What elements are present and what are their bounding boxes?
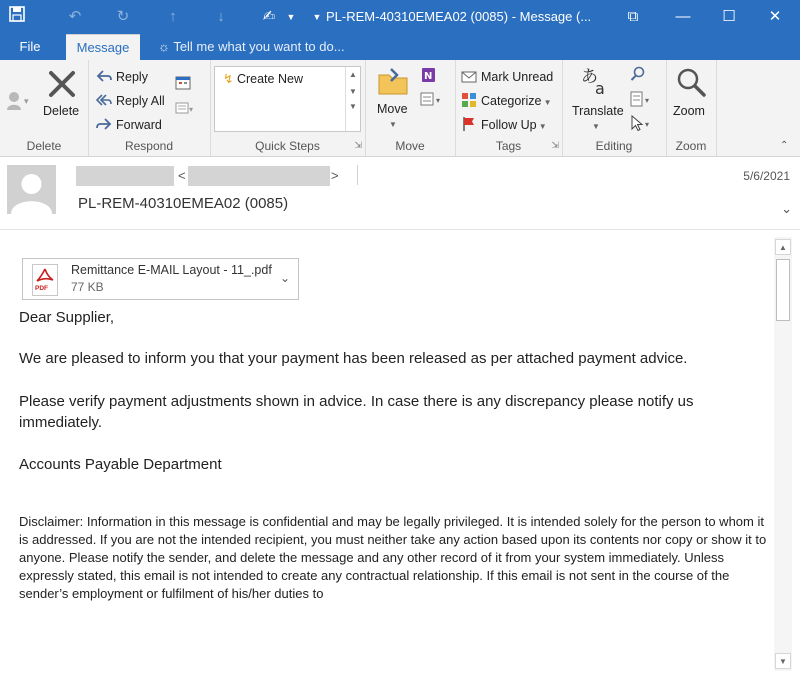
tags-group: [455, 60, 563, 156]
tell-me-search[interactable]: [158, 34, 345, 60]
translate-button[interactable]: Translate: [572, 104, 624, 118]
sender-email-open: <: [178, 168, 186, 183]
sender-name-redacted: [76, 166, 174, 186]
more-respond-icon[interactable]: [174, 100, 196, 121]
translate-dropdown-icon[interactable]: ▼: [592, 122, 600, 131]
maximize-icon[interactable]: ☐: [722, 8, 736, 25]
svg-text:▾: ▾: [189, 105, 194, 114]
zoom-group-label: Zoom: [675, 139, 707, 153]
window-title: PL-REM-40310EMEA02 (0085) - Message (...: [326, 9, 592, 24]
respond-group: [88, 60, 211, 156]
categorize-button[interactable]: [461, 92, 552, 108]
envelope-icon: [461, 68, 477, 84]
zoom-button[interactable]: Zoom: [673, 104, 705, 118]
reply-all-button[interactable]: [96, 92, 165, 108]
message-header: [0, 157, 800, 230]
svg-text:▾: ▾: [436, 96, 441, 105]
scroll-thumb[interactable]: [776, 259, 790, 321]
onenote-icon[interactable]: [419, 66, 437, 87]
undo-icon[interactable]: ↶: [68, 8, 82, 25]
find-icon[interactable]: [630, 66, 646, 85]
reply-button[interactable]: [96, 68, 148, 84]
message-subject: PL-REM-40310EMEA02 (0085): [78, 195, 289, 212]
reply-all-icon: [96, 92, 112, 108]
sender-email-close: >: [331, 168, 339, 183]
delete-button[interactable]: Delete: [43, 104, 80, 118]
move-group-label: Move: [395, 139, 425, 153]
collapse-ribbon-icon[interactable]: ⌃: [780, 140, 789, 151]
gallery-more-icon[interactable]: ▼: [349, 102, 357, 111]
up-icon[interactable]: ↑: [169, 8, 177, 25]
greeting: Dear Supplier,: [19, 309, 115, 326]
avatar: [7, 165, 56, 214]
ribbon-display-icon[interactable]: ⧉: [627, 8, 639, 25]
follow-up-label: Follow Up: [481, 118, 537, 132]
tab-file[interactable]: File: [19, 39, 41, 54]
pdf-badge: PDF: [35, 285, 48, 292]
categorize-icon: [461, 92, 477, 108]
meeting-icon[interactable]: [174, 74, 192, 95]
mark-unread-button[interactable]: [461, 68, 553, 84]
tell-me-text: Tell me what you want to do...: [173, 39, 345, 54]
touch-mode-icon[interactable]: ✍: [262, 8, 276, 25]
scroll-up-arrow-icon[interactable]: ▲: [775, 239, 791, 255]
editing-group: [562, 60, 667, 156]
svg-text:a: a: [595, 79, 605, 98]
select-icon[interactable]: [628, 114, 654, 135]
reply-icon: [96, 68, 112, 84]
tab-message[interactable]: Message: [66, 34, 140, 61]
delete-icon: [46, 68, 78, 100]
delete-group: [0, 60, 89, 156]
categorize-dropdown-icon: ▼: [541, 98, 552, 107]
lightbulb-icon: ☼: [158, 39, 170, 54]
tags-group-label: Tags: [495, 139, 522, 153]
attachment-name: Remittance E-MAIL Layout - 11_.pdf: [71, 263, 272, 277]
forward-icon: [96, 116, 112, 132]
scroll-down-icon[interactable]: ▼: [349, 87, 357, 96]
zoom-group: [666, 60, 717, 156]
touch-dropdown-icon[interactable]: ▼: [286, 12, 296, 22]
quick-steps-group-label: Quick Steps: [255, 139, 320, 153]
reply-all-label: Reply All: [116, 94, 165, 108]
zoom-icon: [675, 66, 707, 98]
forward-label: Forward: [116, 118, 162, 132]
quick-steps-launcher-icon[interactable]: ⇲: [354, 140, 362, 150]
svg-text:あ: あ: [581, 67, 598, 87]
move-folder-icon: [377, 66, 409, 98]
quick-steps-gallery[interactable]: [214, 66, 361, 132]
save-icon[interactable]: [6, 6, 28, 28]
actions-icon[interactable]: [419, 90, 445, 111]
forward-button[interactable]: [96, 116, 162, 132]
body-paragraph-1: We are pleased to inform you that your payment has been released as per attached payment advice.: [19, 350, 688, 367]
ribbon-tabs: [0, 34, 800, 60]
lightning-icon: ↯: [223, 72, 234, 86]
ribbon: [0, 60, 800, 157]
scroll-up-icon[interactable]: ▲: [349, 70, 357, 79]
svg-text:▾: ▾: [24, 97, 29, 107]
move-group: [365, 60, 456, 156]
redo-icon[interactable]: ↻: [116, 8, 130, 25]
related-icon[interactable]: [628, 90, 654, 111]
pdf-icon: [32, 264, 58, 296]
translate-icon: [580, 64, 612, 96]
attachment-chevron-icon[interactable]: ⌄: [279, 271, 290, 285]
follow-up-dropdown-icon: ▼: [536, 122, 547, 131]
quick-steps-scroll[interactable]: [345, 67, 360, 131]
customize-icon[interactable]: ▼: [312, 12, 322, 22]
attachment-card[interactable]: [22, 258, 299, 300]
reply-label: Reply: [116, 70, 148, 84]
editing-group-label: Editing: [595, 139, 633, 153]
mark-unread-label: Mark Unread: [481, 70, 554, 84]
create-new-quick-step[interactable]: [223, 71, 303, 86]
minimize-icon[interactable]: —: [675, 8, 691, 25]
move-dropdown-icon[interactable]: ▼: [389, 120, 397, 129]
quick-steps-group: [210, 60, 366, 156]
svg-text:▾: ▾: [645, 120, 650, 129]
header-divider: [357, 165, 358, 185]
svg-text:▾: ▾: [645, 96, 650, 105]
move-button[interactable]: Move: [377, 102, 408, 116]
tags-launcher-icon[interactable]: ⇲: [551, 140, 559, 150]
attachment-size: 77 KB: [71, 280, 104, 294]
svg-text:N: N: [424, 71, 433, 82]
categorize-label: Categorize: [481, 94, 542, 108]
sender-email-redacted: [188, 166, 330, 186]
close-icon[interactable]: ✕: [768, 8, 782, 25]
title-bar: [0, 0, 800, 34]
disclaimer: Disclaimer: Information in this message is confidential and may be legally privileged. It is intended solely for the person to whom it is addressed. If you are not the intended recipient, you must neither take any action based upon its contents nor copy or show it to anyone. Please notify the sender, and delete the message and any other record of it from your system immediately. Unless expressly stated, this email is not intended to create any contractual relationship. If this email is not sent in the course of the sender’s employment or fulfilment of his/her duties to: [19, 514, 767, 601]
chevron-down-icon[interactable]: ⌄: [781, 201, 792, 216]
flag-icon: [461, 116, 477, 132]
message-date: 5/6/2021: [743, 169, 790, 183]
follow-up-button[interactable]: [461, 116, 547, 132]
create-new-label: Create New: [236, 72, 303, 86]
ignore-icon[interactable]: [6, 88, 32, 115]
respond-group-label: Respond: [124, 139, 174, 153]
down-icon[interactable]: ↓: [217, 8, 225, 25]
scroll-down-arrow-icon[interactable]: ▼: [775, 653, 791, 669]
signature: Accounts Payable Department: [19, 456, 222, 473]
delete-group-label: Delete: [26, 139, 62, 153]
vertical-scrollbar[interactable]: [774, 237, 792, 671]
body-paragraph-2: Please verify payment adjustments shown in advice. In case there is any discrepancy please notify us immediately.: [19, 393, 694, 431]
